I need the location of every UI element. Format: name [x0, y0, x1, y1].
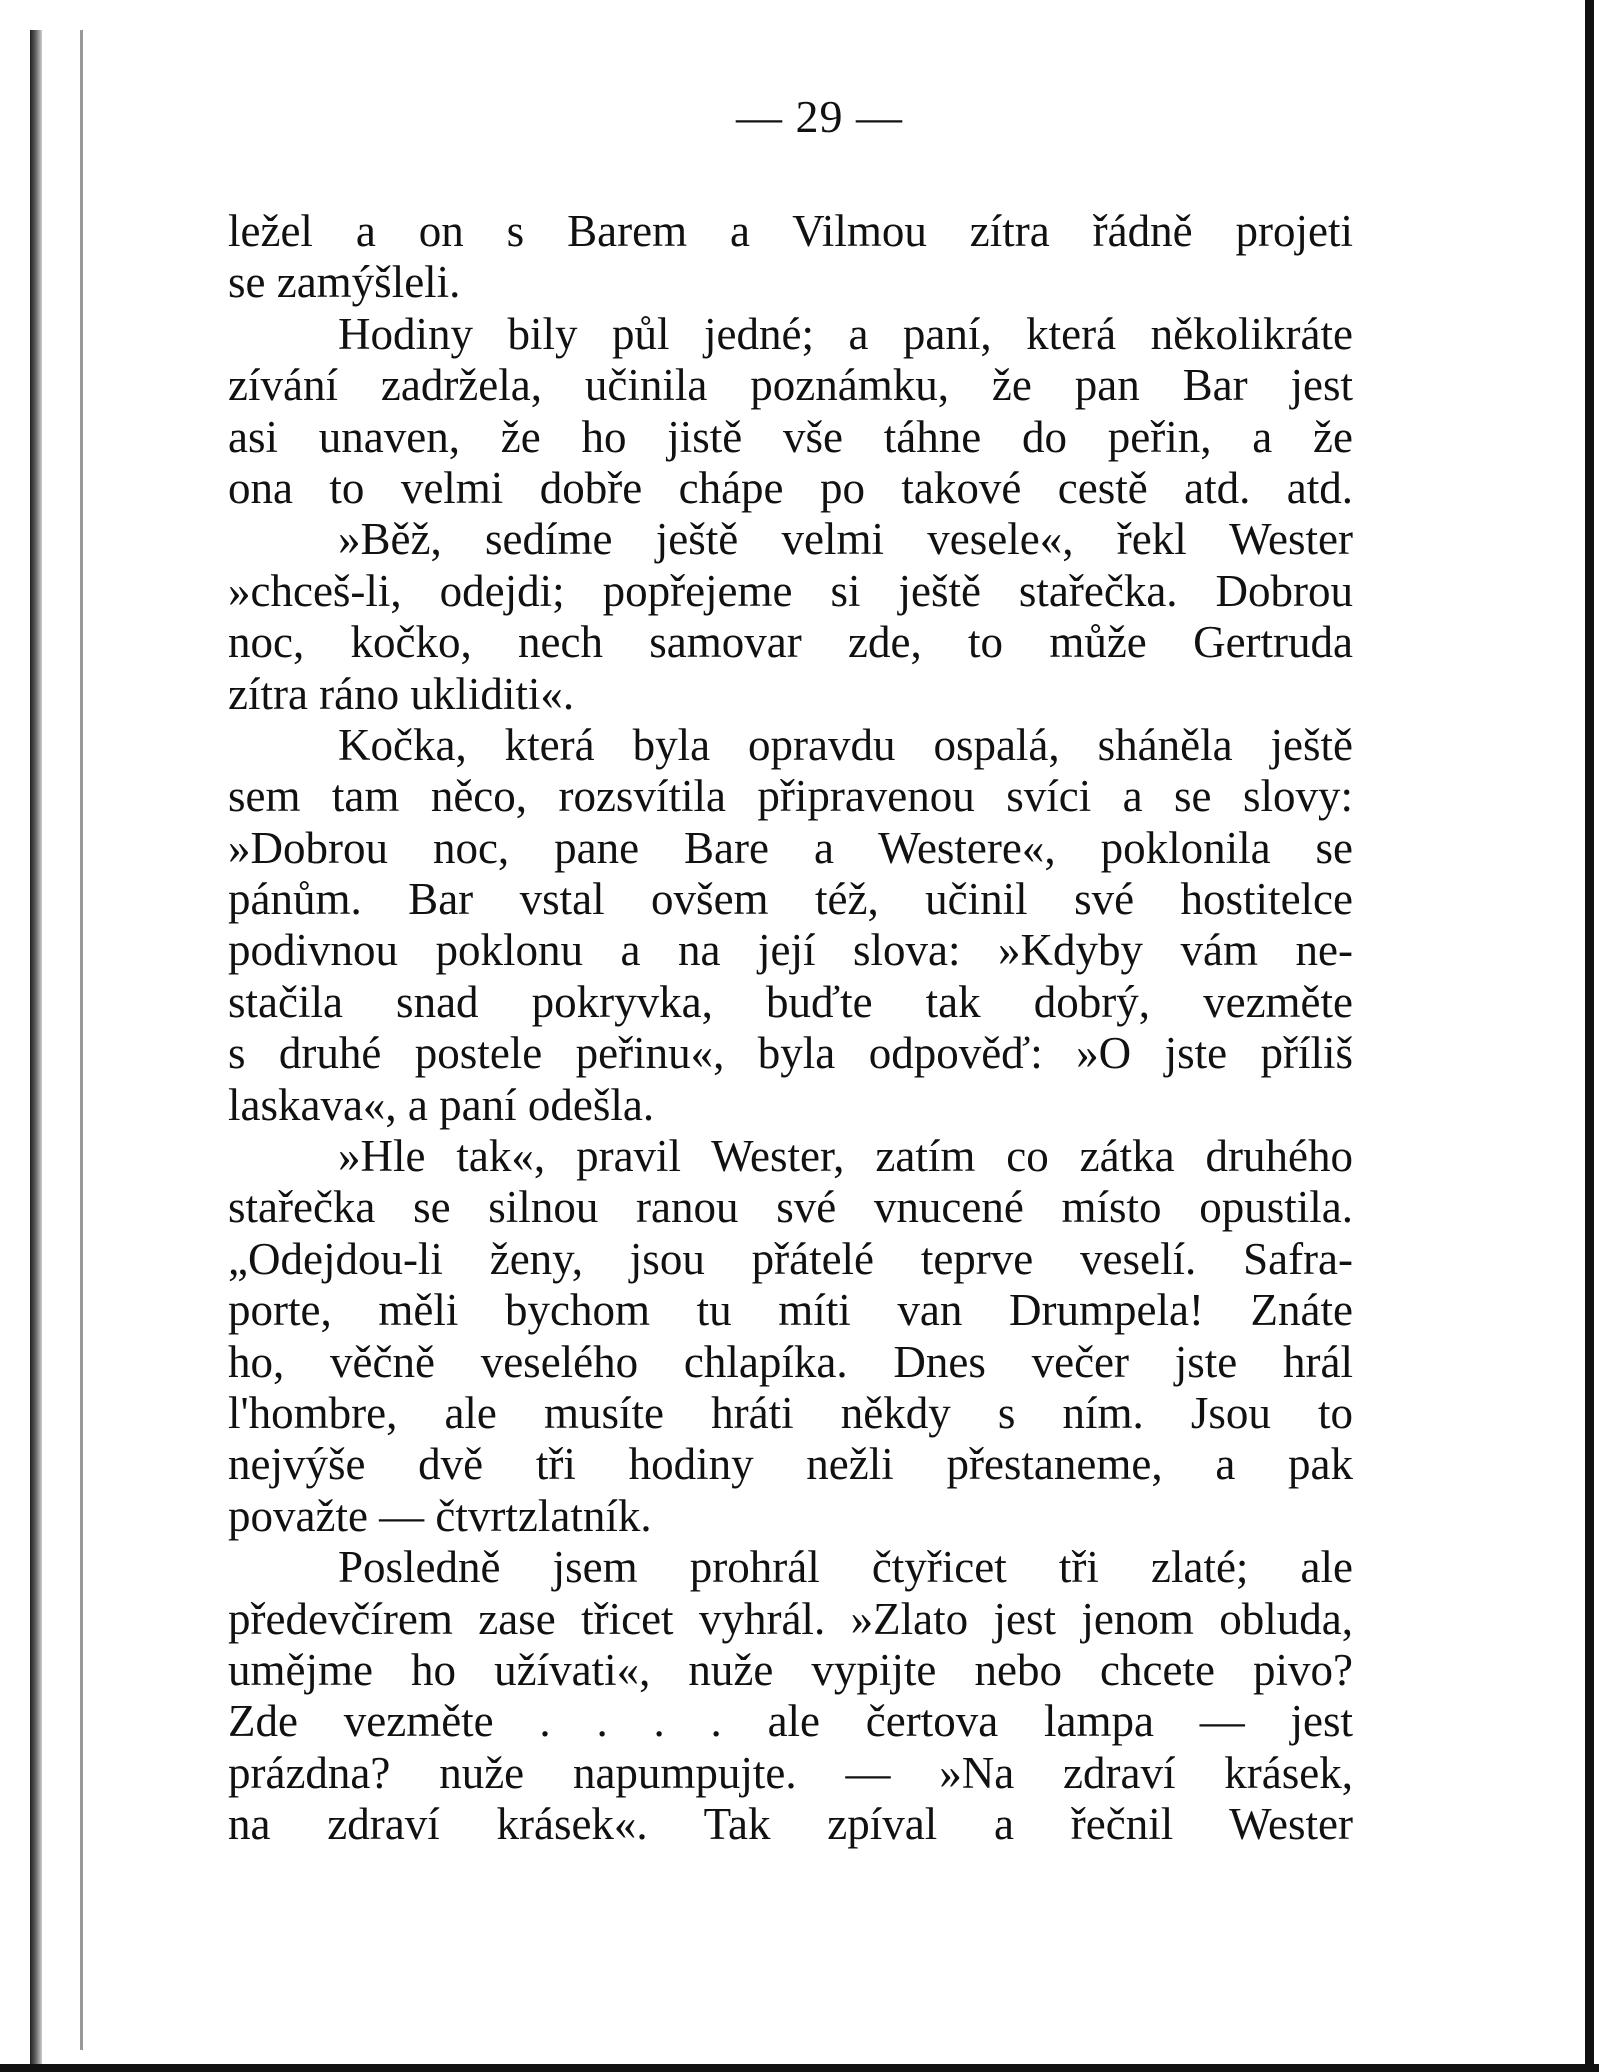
text-line: stařečka se silnou ranou své vnucené místo opustila. — [228, 1182, 1353, 1233]
text-line: Kočka, která byla opravdu ospalá, sháněla ještě — [338, 719, 1353, 770]
text-line: se zamýšleli. — [228, 257, 461, 308]
text-line: předevčírem zase třicet vyhrál. »Zlato jest jenom obluda, — [228, 1593, 1353, 1644]
text-line: ležel a on s Barem a Vilmou zítra řádně projeti — [228, 206, 1353, 256]
text-line: laskava«, a paní odešla. — [228, 1079, 655, 1130]
text-line: l'hombre, ale musíte hráti někdy s ním. Jsou to — [228, 1387, 1353, 1438]
text-line: ho, věčně veselého chlapíka. Dnes večer jste hrál — [228, 1336, 1353, 1387]
text-line: »Hle tak«, pravil Wester, zatím co zátka druhého — [338, 1131, 1353, 1182]
text-line: zítra ráno ukliditi«. — [228, 668, 575, 719]
text-line: stačila snad pokryvka, buďte tak dobrý, vezměte — [228, 976, 1353, 1027]
text-line: porte, měli bychom tu míti van Drumpela! Znáte — [228, 1285, 1353, 1336]
text-line: s druhé postele peřinu«, byla odpověď: »O jste příliš — [228, 1028, 1353, 1079]
page-binding-shadow — [80, 30, 83, 2050]
text-line: asi unaven, že ho jistě vše táhne do peřin, a že — [228, 411, 1353, 462]
text-line: »Dobrou noc, pane Bare a Westere«, poklonila se — [228, 822, 1353, 873]
text-line: »chceš-li, odejdi; popřejeme si ještě stařečka. Dobrou — [228, 565, 1353, 616]
page-right-edge — [1585, 0, 1594, 2072]
text-line: na zdraví krásek«. Tak zpíval a řečnil Wester — [228, 1799, 1353, 1850]
page-binding-edge — [30, 30, 42, 2070]
text-line: pánům. Bar vstal ovšem též, učinil své hostitelce — [228, 874, 1353, 925]
body-text — [228, 206, 1353, 1851]
text-line: umějme ho užívati«, nuže vypijte nebo chcete pivo? — [228, 1644, 1353, 1695]
text-line: sem tam něco, rozsvítila připravenou svíci a se slovy: — [228, 771, 1353, 822]
text-line: považte — čtvrtzlatník. — [228, 1490, 652, 1541]
page-number: — 29 — — [736, 91, 903, 142]
text-line: Hodiny bily půl jedné; a paní, která několikráte — [338, 308, 1353, 359]
page-bottom-edge — [0, 2064, 1599, 2072]
text-line: zívání zadržela, učinila poznámku, že pan Bar jest — [228, 360, 1353, 411]
text-line: prázdna? nuže napumpujte. — »Na zdraví krásek, — [228, 1747, 1353, 1798]
text-line: „Odejdou-li ženy, jsou přátelé teprve veselí. Safra- — [228, 1233, 1353, 1284]
text-line: »Běž, sedíme ještě velmi vesele«, řekl Wester — [338, 514, 1353, 565]
text-line: ona to velmi dobře chápe po takové cestě atd. atd. — [228, 462, 1353, 513]
text-line: Posledně jsem prohrál čtyřicet tři zlaté; ale — [338, 1542, 1353, 1593]
text-line: noc, kočko, nech samovar zde, to může Gertruda — [228, 617, 1353, 668]
text-line: Zde vezměte . . . . ale čertova lampa — jest — [228, 1696, 1353, 1747]
text-line: podivnou poklonu a na její slova: »Kdyby vám ne- — [228, 925, 1353, 976]
text-line: nejvýše dvě tři hodiny nežli přestaneme, a pak — [228, 1439, 1353, 1490]
